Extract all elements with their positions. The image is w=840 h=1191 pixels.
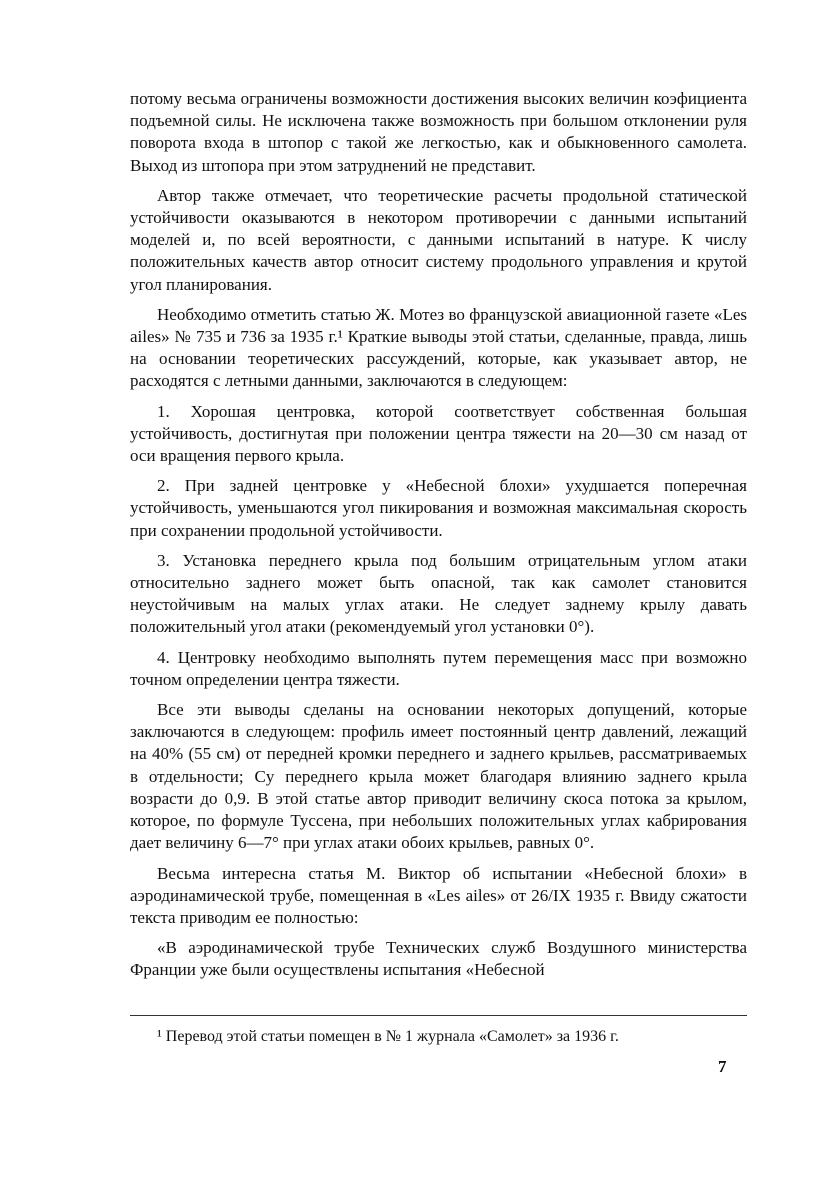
footnote-divider xyxy=(130,1015,747,1016)
paragraph-3: Необходимо отметить статью Ж. Мотез во французской авиационной газете «Les ailes» № 735 и 736 за 1935 г.¹ Краткие выводы этой статьи, сделанные, правда, лишь на основании теоретических рассуждений, которые, как указывает автор, не расходятся с летными данными, заключаются в следующем: xyxy=(130,304,747,391)
paragraph-2: Автор также отмечает, что теоретические расчеты продольной статической устойчивости оказываются в некотором противоречии с данными испытаний моделей и, по всей вероятности, с данными испытаний в натуре. К числу положительных качеств автор относит систему продольного управления и крутой угол планирования. xyxy=(130,185,747,294)
paragraph-victor-article: Весьма интересна статья М. Виктор об испытании «Небесной блохи» в аэродинамической трубе, помещенная в «Les ailes» от 26/IX 1935 г. Ввиду сжатости текста приводим ее полностью: xyxy=(130,863,747,927)
page-number: 7 xyxy=(718,1057,727,1076)
paragraph-1: потому весьма ограничены возможности достижения высоких величин коэфициента подъемной силы. Не исключена также возможность при большом отклонении руля поворота входа в штопор с такой же легкостью, как и обыкновенного самолета. Выход из штопора при этом затруднений не представит. xyxy=(130,89,747,175)
conclusion-item-3: 3. Установка переднего крыла под большим отрицательным углом атаки относительно заднего может быть опасной, так как самолет становится неустойчивым на малых углах атаки. Не следует заднему крылу давать положительный угол атаки (рекомендуемый угол установки 0°). xyxy=(130,550,747,637)
conclusion-item-4: 4. Центровку необходимо выполнять путем перемещения масс при возможно точном определении центра тяжести. xyxy=(130,647,747,689)
conclusion-item-2: 2. При задней центровке у «Небесной блохи» ухудшается поперечная устойчивость, уменьшаются угол пикирования и возможная максимальная скорость при сохранении продольной устойчивости. xyxy=(130,476,747,540)
conclusion-item-1: 1. Хорошая центровка, которой соответствует собственная большая устойчивость, достигнутая при положении центра тяжести на 20—30 см назад от оси вращения первого крыла. xyxy=(130,401,747,466)
footnote: ¹ Перевод этой статьи помещен в № 1 журнала «Самолет» за 1936 г. xyxy=(157,1028,619,1045)
page-body xyxy=(130,88,747,990)
paragraph-assumptions: Все эти выводы сделаны на основании некоторых допущений, которые заключаются в следующем: профиль имеет постоянный центр давлений, лежащий на 40% (55 см) от передней кромки переднего и заднего крыльев, рассматриваемых в отдельности; Cy переднего крыла может благодаря влиянию заднего крыла возрасти до 0,9. В этой статье автор приводит величину скоса потока за крылом, которое, по формуле Туссена, при небольших положительных углах кабрирования дает величину 6—7° при углах атаки обоих крыльев, равных 0°. xyxy=(130,700,747,853)
paragraph-quote: «В аэродинамической трубе Технических служб Воздушного министерства Франции уже были осуществлены испытания «Небесной xyxy=(130,938,747,980)
